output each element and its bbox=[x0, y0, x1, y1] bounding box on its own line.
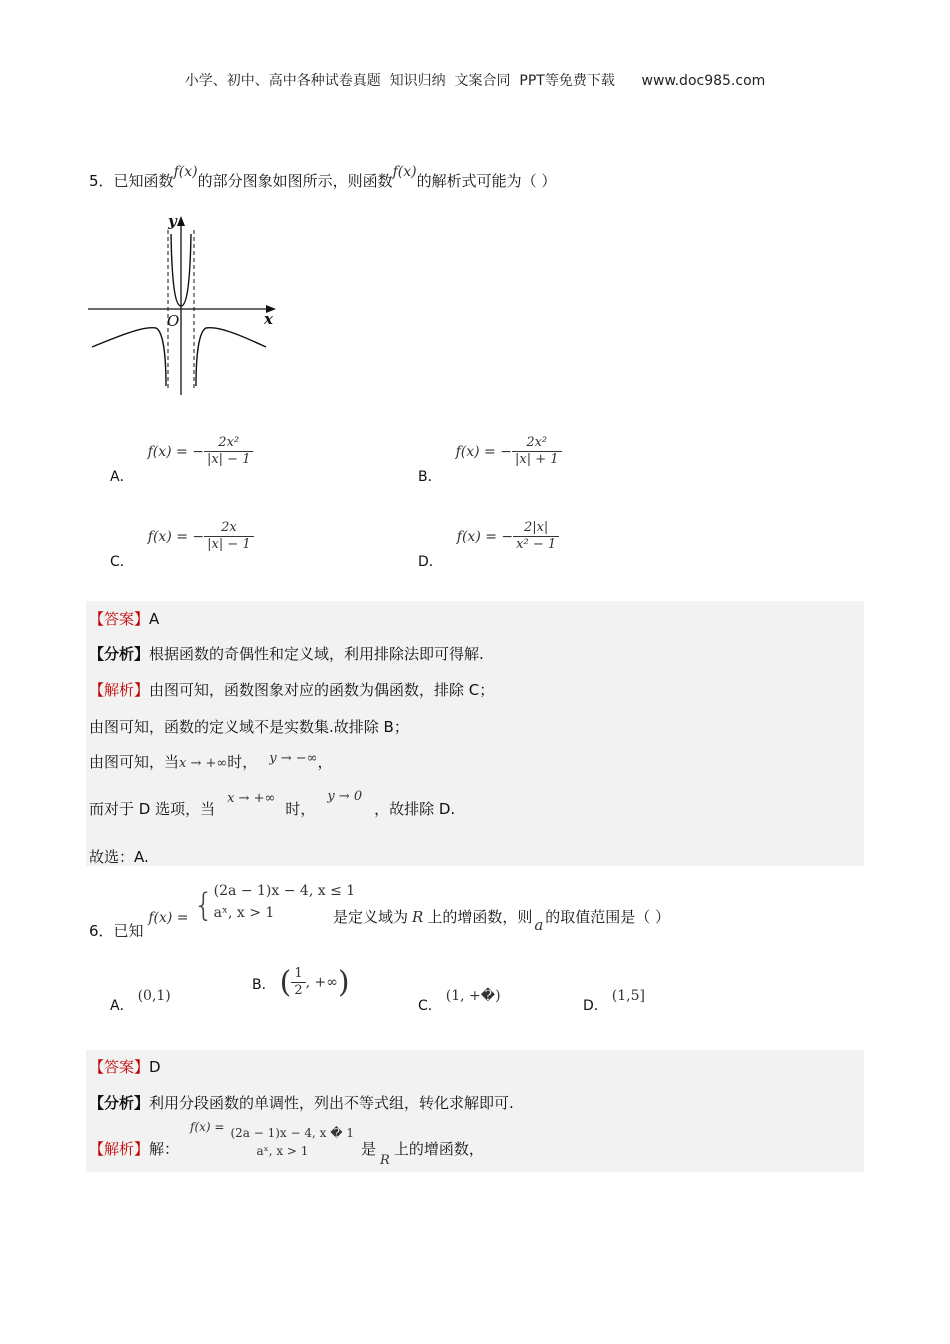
answer-line bbox=[89, 608, 159, 629]
option-letter: A． bbox=[110, 468, 134, 485]
analysis-text: 根据函数的奇偶性和定义域，利用排除法即可得解. bbox=[149, 645, 484, 663]
solution-tag: 【解析】 bbox=[89, 681, 150, 699]
option-letter: D． bbox=[418, 553, 443, 570]
brace: { bbox=[193, 886, 214, 924]
stem-text: 的部分图象如图所示，则函数 bbox=[197, 172, 393, 190]
stem-text: 已知函数 bbox=[113, 172, 174, 190]
solution-line-1 bbox=[89, 679, 494, 700]
set-symbol: R bbox=[412, 908, 424, 926]
analysis-line bbox=[89, 1092, 514, 1113]
solution-tag: 【解析】 bbox=[89, 1140, 150, 1158]
origin-label: O bbox=[167, 312, 180, 330]
function-symbol: f(x) = bbox=[190, 1120, 225, 1134]
stem-text: 已知 bbox=[113, 922, 144, 940]
solution-text: 解： bbox=[149, 1140, 180, 1158]
option-lhs: f(x) = − bbox=[455, 443, 512, 460]
solution-text: 时， bbox=[285, 800, 316, 818]
solution-text: 而对于 D 选项，当 bbox=[89, 800, 216, 818]
stem-text: 是定义域为 bbox=[333, 908, 409, 926]
fraction-numerator: 2x bbox=[221, 520, 237, 535]
solution-line-2: 由图可知，函数的定义域不是实数集.故排除 B； bbox=[89, 718, 409, 736]
curve-left bbox=[92, 328, 166, 386]
analysis-tag: 【分析】 bbox=[89, 645, 150, 663]
option-value: (1,5] bbox=[611, 988, 645, 1004]
stem-text: 的取值范围是（ ） bbox=[545, 908, 671, 926]
option-fraction bbox=[291, 966, 305, 999]
answer-value: A bbox=[149, 610, 160, 628]
piecewise-definition bbox=[230, 1124, 354, 1160]
option-d[interactable] bbox=[418, 520, 559, 570]
answer-value: D bbox=[149, 1058, 161, 1076]
option-value: (0,1) bbox=[137, 988, 171, 1004]
option-fraction bbox=[512, 435, 562, 468]
y-axis-label: y bbox=[168, 212, 177, 230]
math-limit: x → +∞ bbox=[227, 791, 276, 806]
piece-1: (2a − 1)x − 4, x ≤ 1 bbox=[213, 883, 356, 899]
math-limit: y → −∞ bbox=[269, 751, 318, 766]
solution-line bbox=[89, 1138, 179, 1159]
question-6-stem bbox=[89, 880, 356, 940]
option-letter: C． bbox=[418, 998, 442, 1014]
option-letter: B． bbox=[418, 468, 442, 485]
solution-text: 是 bbox=[361, 1140, 377, 1158]
question-6-stem-rest bbox=[333, 906, 671, 934]
stem-text: 的解析式可能为（ ） bbox=[416, 172, 557, 190]
answer-line bbox=[89, 1056, 161, 1077]
solution-text: 上的增函数， bbox=[393, 1140, 484, 1158]
fraction-numerator: 2x² bbox=[218, 435, 240, 450]
solution-line-3 bbox=[89, 751, 333, 772]
y-axis-arrow bbox=[177, 216, 185, 226]
option-fraction bbox=[204, 435, 254, 468]
question-number: 5． bbox=[89, 172, 114, 190]
option-b[interactable] bbox=[418, 435, 562, 485]
answer-tag: 【答案】 bbox=[89, 1058, 150, 1076]
function-symbol: f(x) bbox=[173, 164, 198, 180]
function-graph bbox=[84, 210, 284, 400]
solution-text: ，故排除 D. bbox=[374, 800, 456, 818]
answer-tag: 【答案】 bbox=[89, 610, 150, 628]
math-limit: x → +∞ bbox=[179, 756, 228, 771]
solution-text: 时， bbox=[227, 753, 258, 771]
fraction-denominator: |x| − 1 bbox=[204, 536, 254, 553]
page-header: 小学、初中、高中各种试卷真题 知识归纳 文案合同 PPT等免费下载 www.doc985.com bbox=[184, 73, 766, 89]
solution-line-4 bbox=[89, 789, 456, 819]
option-letter: C． bbox=[110, 553, 134, 570]
solution-tail bbox=[361, 1138, 484, 1168]
question-5-stem bbox=[89, 164, 557, 191]
option-c[interactable] bbox=[418, 985, 501, 1014]
stem-text: 上的增函数，则 bbox=[427, 908, 533, 926]
variable-a: a bbox=[534, 916, 544, 934]
option-letter: B． bbox=[252, 976, 276, 993]
fraction-numerator: 1 bbox=[294, 966, 303, 981]
fraction-denominator: x² − 1 bbox=[513, 536, 559, 553]
x-axis-label: x bbox=[264, 310, 273, 328]
option-fraction bbox=[204, 520, 254, 553]
question-number: 6． bbox=[89, 922, 114, 940]
function-symbol: f(x) = bbox=[148, 910, 189, 926]
analysis-tag: 【分析】 bbox=[89, 1094, 150, 1112]
option-a[interactable] bbox=[110, 985, 171, 1014]
fraction-numerator: 2|x| bbox=[523, 520, 549, 535]
solution-formula bbox=[190, 1120, 354, 1160]
analysis-text: 利用分段函数的单调性，列出不等式组，转化求解即可. bbox=[149, 1094, 514, 1112]
option-value: (1, +�) bbox=[445, 988, 501, 1004]
piece-2: aˣ, x > 1 bbox=[256, 1144, 309, 1158]
solution-text: 由图可知，函数图象对应的函数为偶函数，排除 C； bbox=[149, 681, 495, 699]
option-letter: D． bbox=[583, 998, 608, 1014]
option-letter: A． bbox=[110, 998, 134, 1014]
option-value: , +∞ bbox=[305, 974, 338, 991]
option-b[interactable] bbox=[252, 965, 350, 1000]
fraction-numerator: 2x² bbox=[526, 435, 548, 450]
fraction-denominator: |x| − 1 bbox=[204, 451, 254, 468]
set-symbol: R bbox=[380, 1153, 390, 1168]
fraction-denominator: 2 bbox=[291, 982, 305, 999]
piece-2: aˣ, x > 1 bbox=[213, 905, 275, 921]
option-fraction bbox=[513, 520, 559, 553]
right-paren: ) bbox=[337, 965, 350, 1000]
left-paren: ( bbox=[279, 965, 292, 1000]
function-symbol: f(x) bbox=[392, 164, 417, 180]
solution-text: ， bbox=[317, 753, 333, 771]
analysis-line bbox=[89, 643, 484, 664]
option-c[interactable] bbox=[110, 520, 254, 570]
solution-text: 由图可知，当 bbox=[89, 753, 180, 771]
piece-1: (2a − 1)x − 4, x � 1 bbox=[230, 1126, 354, 1140]
option-lhs: f(x) = − bbox=[147, 443, 204, 460]
curve-right bbox=[196, 328, 266, 386]
option-lhs: f(x) = − bbox=[147, 528, 205, 545]
solution-line-5: 故选：A. bbox=[89, 848, 149, 866]
option-a[interactable] bbox=[110, 435, 253, 485]
option-lhs: f(x) = − bbox=[456, 528, 514, 545]
option-d[interactable] bbox=[583, 985, 645, 1014]
fraction-denominator: |x| + 1 bbox=[512, 451, 562, 468]
math-limit: y → 0 bbox=[327, 789, 363, 804]
